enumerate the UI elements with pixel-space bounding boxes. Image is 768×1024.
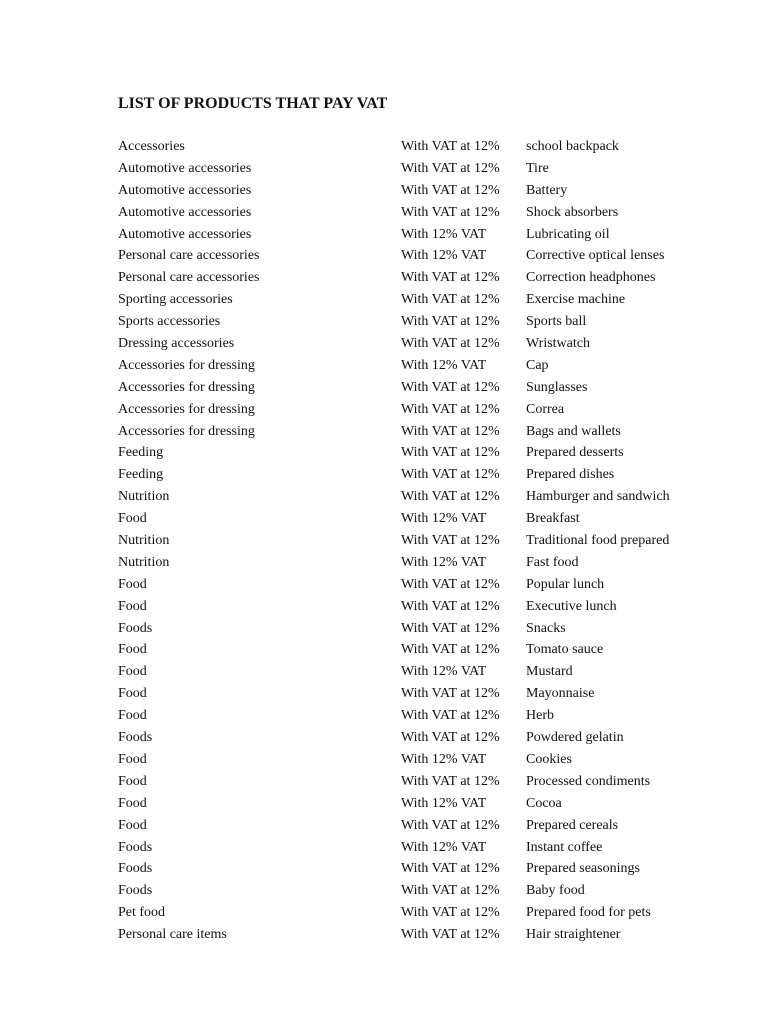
- list-item: [118, 464, 738, 486]
- product-cell: Breakfast: [526, 511, 580, 527]
- category-cell: Personal care accessories: [118, 248, 260, 264]
- vat-cell: With VAT at 12%: [401, 730, 500, 746]
- vat-cell: With 12% VAT: [401, 226, 487, 242]
- vat-cell: With 12% VAT: [401, 751, 487, 767]
- category-cell: Food: [118, 598, 147, 614]
- category-cell: Automotive accessories: [118, 182, 252, 198]
- list-item: [118, 727, 738, 749]
- list-item: [118, 202, 738, 224]
- list-item: [118, 661, 738, 683]
- vat-cell: With VAT at 12%: [401, 445, 500, 461]
- vat-cell: With VAT at 12%: [401, 336, 500, 352]
- list-item: [118, 858, 738, 880]
- list-item: [118, 508, 738, 530]
- category-cell: Food: [118, 773, 147, 789]
- vat-cell: With 12% VAT: [401, 839, 487, 855]
- product-cell: Sports ball: [526, 314, 587, 330]
- list-item: [118, 180, 738, 202]
- vat-cell: With VAT at 12%: [401, 314, 500, 330]
- list-item: [118, 486, 738, 508]
- list-item: [118, 267, 738, 289]
- category-cell: Dressing accessories: [118, 336, 235, 352]
- category-cell: Accessories for dressing: [118, 357, 255, 373]
- list-item: [118, 552, 738, 574]
- vat-cell: With 12% VAT: [401, 664, 487, 680]
- list-item: [118, 574, 738, 596]
- vat-cell: With 12% VAT: [401, 795, 487, 811]
- vat-cell: With VAT at 12%: [401, 620, 500, 636]
- category-cell: Feeding: [118, 445, 164, 461]
- list-item: [118, 880, 738, 902]
- vat-cell: With VAT at 12%: [401, 533, 500, 549]
- product-cell: Traditional food prepared: [526, 533, 670, 549]
- vat-cell: With VAT at 12%: [401, 401, 500, 417]
- list-item: [118, 771, 738, 793]
- vat-cell: With VAT at 12%: [401, 642, 500, 658]
- vat-cell: With 12% VAT: [401, 554, 487, 570]
- product-cell: Executive lunch: [526, 598, 617, 614]
- vat-cell: With VAT at 12%: [401, 817, 500, 833]
- page-title: LIST OF PRODUCTS THAT PAY VAT: [118, 95, 388, 112]
- category-cell: Accessories for dressing: [118, 401, 255, 417]
- category-cell: Food: [118, 795, 147, 811]
- list-item: [118, 355, 738, 377]
- vat-cell: With VAT at 12%: [401, 686, 500, 702]
- vat-cell: With VAT at 12%: [401, 270, 500, 286]
- category-cell: Accessories: [118, 139, 185, 154]
- vat-cell: With VAT at 12%: [401, 139, 500, 154]
- product-list: [118, 136, 738, 946]
- list-item: [118, 924, 738, 946]
- category-cell: Foods: [118, 730, 153, 746]
- vat-cell: With VAT at 12%: [401, 708, 500, 724]
- category-cell: Food: [118, 664, 147, 680]
- product-cell: Exercise machine: [526, 292, 626, 308]
- list-item: [118, 618, 738, 640]
- category-cell: Nutrition: [118, 533, 170, 549]
- product-cell: Prepared seasonings: [526, 861, 640, 877]
- list-item: [118, 421, 738, 443]
- vat-cell: With VAT at 12%: [401, 379, 500, 395]
- vat-cell: With VAT at 12%: [401, 292, 500, 308]
- product-cell: Prepared food for pets: [526, 905, 651, 921]
- product-cell: Mayonnaise: [526, 686, 595, 702]
- product-cell: Correction headphones: [526, 270, 656, 286]
- product-cell: Cocoa: [526, 795, 562, 811]
- list-item: [118, 311, 738, 333]
- product-cell: Cookies: [526, 751, 572, 767]
- category-cell: Automotive accessories: [118, 226, 252, 242]
- category-cell: Personal care accessories: [118, 270, 260, 286]
- product-cell: school backpack: [526, 139, 619, 154]
- list-item: [118, 530, 738, 552]
- product-cell: Tire: [526, 160, 549, 176]
- list-item: [118, 333, 738, 355]
- vat-cell: With VAT at 12%: [401, 489, 500, 505]
- list-item: [118, 837, 738, 859]
- category-cell: Food: [118, 511, 147, 527]
- category-cell: Pet food: [118, 905, 166, 921]
- category-cell: Personal care items: [118, 927, 227, 943]
- list-item: [118, 399, 738, 421]
- product-cell: Prepared dishes: [526, 467, 615, 483]
- list-item: [118, 683, 738, 705]
- category-cell: Foods: [118, 839, 153, 855]
- product-cell: Bags and wallets: [526, 423, 621, 439]
- vat-cell: With VAT at 12%: [401, 467, 500, 483]
- product-cell: Battery: [526, 182, 568, 198]
- product-cell: Herb: [526, 708, 554, 724]
- vat-cell: With VAT at 12%: [401, 423, 500, 439]
- category-cell: Sports accessories: [118, 314, 221, 330]
- list-item: [118, 136, 738, 158]
- category-cell: Foods: [118, 620, 153, 636]
- product-cell: Prepared cereals: [526, 817, 619, 833]
- vat-cell: With VAT at 12%: [401, 861, 500, 877]
- product-cell: Tomato sauce: [526, 642, 604, 658]
- product-cell: Wristwatch: [526, 336, 590, 352]
- category-cell: Accessories for dressing: [118, 423, 255, 439]
- category-cell: Food: [118, 708, 147, 724]
- vat-cell: With VAT at 12%: [401, 598, 500, 614]
- vat-cell: With VAT at 12%: [401, 160, 500, 176]
- product-cell: Correa: [526, 401, 565, 417]
- product-cell: Powdered gelatin: [526, 730, 624, 746]
- vat-cell: With VAT at 12%: [401, 773, 500, 789]
- category-cell: Sporting accessories: [118, 292, 233, 308]
- vat-cell: With VAT at 12%: [401, 927, 500, 943]
- list-item: [118, 224, 738, 246]
- category-cell: Food: [118, 576, 147, 592]
- category-cell: Food: [118, 642, 147, 658]
- product-cell: Fast food: [526, 554, 579, 570]
- vat-cell: With VAT at 12%: [401, 576, 500, 592]
- product-cell: Lubricating oil: [526, 226, 610, 242]
- product-cell: Hamburger and sandwich: [526, 489, 670, 505]
- vat-cell: With 12% VAT: [401, 248, 487, 264]
- list-item: [118, 289, 738, 311]
- list-item: [118, 442, 738, 464]
- product-cell: Prepared desserts: [526, 445, 624, 461]
- category-cell: Food: [118, 817, 147, 833]
- list-item: [118, 749, 738, 771]
- vat-cell: With VAT at 12%: [401, 204, 500, 220]
- category-cell: Accessories for dressing: [118, 379, 255, 395]
- category-cell: Food: [118, 751, 147, 767]
- list-item: [118, 158, 738, 180]
- product-cell: Hair straightener: [526, 927, 621, 943]
- list-item: [118, 793, 738, 815]
- category-cell: Foods: [118, 883, 153, 899]
- product-cell: Popular lunch: [526, 576, 605, 592]
- category-cell: Feeding: [118, 467, 164, 483]
- list-item: [118, 377, 738, 399]
- product-cell: Snacks: [526, 620, 566, 636]
- product-cell: Baby food: [526, 883, 585, 899]
- list-item: [118, 902, 738, 924]
- category-cell: Food: [118, 686, 147, 702]
- vat-cell: With 12% VAT: [401, 357, 487, 373]
- product-cell: Instant coffee: [526, 839, 603, 855]
- category-cell: Nutrition: [118, 554, 170, 570]
- list-item: [118, 245, 738, 267]
- list-item: [118, 815, 738, 837]
- product-cell: Cap: [526, 357, 549, 373]
- vat-cell: With 12% VAT: [401, 511, 487, 527]
- product-cell: Sunglasses: [526, 379, 588, 395]
- product-cell: Processed condiments: [526, 773, 651, 789]
- list-item: [118, 705, 738, 727]
- category-cell: Automotive accessories: [118, 204, 252, 220]
- category-cell: Automotive accessories: [118, 160, 252, 176]
- product-cell: Shock absorbers: [526, 204, 619, 220]
- product-cell: Corrective optical lenses: [526, 248, 665, 264]
- vat-cell: With VAT at 12%: [401, 182, 500, 198]
- category-cell: Nutrition: [118, 489, 170, 505]
- list-item: [118, 639, 738, 661]
- category-cell: Foods: [118, 861, 153, 877]
- vat-cell: With VAT at 12%: [401, 905, 500, 921]
- list-item: [118, 596, 738, 618]
- vat-cell: With VAT at 12%: [401, 883, 500, 899]
- product-cell: Mustard: [526, 664, 573, 680]
